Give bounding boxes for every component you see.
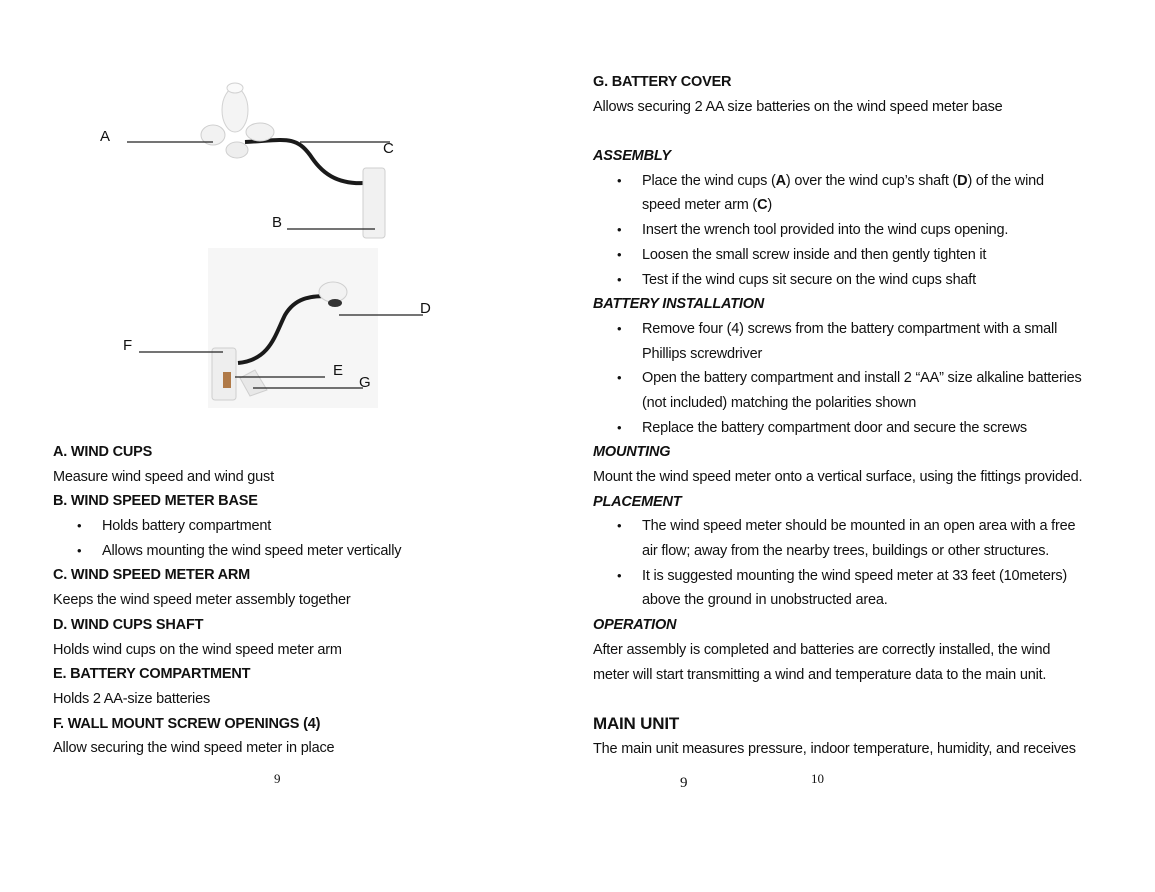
section-text-operation: meter will start transmitting a wind and temperature data to the main unit. bbox=[593, 666, 1047, 683]
instructions bbox=[593, 70, 1083, 761]
bottom-view-illustration bbox=[208, 248, 378, 408]
list-item: • Place the wind cups (A) over the wind cup’s shaft (D) of the wind bbox=[593, 169, 1083, 194]
label-e: E bbox=[333, 362, 344, 379]
list-item: • Remove four (4) screws from the battery compartment with a small bbox=[593, 317, 1083, 342]
section-heading-operation: OPERATION bbox=[593, 617, 677, 634]
label-g: G bbox=[359, 374, 371, 391]
wind-meter-illustration bbox=[95, 70, 445, 415]
list-item-continuation: speed meter arm (C) bbox=[642, 197, 772, 214]
list-item-continuation: air flow; away from the nearby trees, buildings or other structures. bbox=[642, 543, 1050, 560]
list-item-continuation: (not included) matching the polarities shown bbox=[642, 394, 917, 411]
section-heading-shaft: D. WIND CUPS SHAFT bbox=[53, 616, 204, 633]
section-heading-battery-compartment: E. BATTERY COMPARTMENT bbox=[53, 666, 251, 683]
list-item: • Allows mounting the wind speed meter vertically bbox=[53, 539, 523, 564]
list-item-continuation: Phillips screwdriver bbox=[642, 345, 763, 362]
section-text-wind-cups: Measure wind speed and wind gust bbox=[53, 468, 274, 485]
section-text-main-unit: The main unit measures pressure, indoor temperature, humidity, and receives bbox=[593, 740, 1076, 757]
section-heading-assembly: ASSEMBLY bbox=[593, 148, 671, 165]
list-item: • Loosen the small screw inside and then gently tighten it bbox=[593, 243, 1083, 268]
list-item: • Open the battery compartment and install 2 “AA” size alkaline batteries bbox=[593, 366, 1083, 391]
section-text-screw-openings: Allow securing the wind speed meter in place bbox=[53, 740, 335, 757]
list-item: • It is suggested mounting the wind speed meter at 33 feet (10meters) bbox=[593, 564, 1083, 589]
section-heading-wind-cups: A. WIND CUPS bbox=[53, 444, 153, 460]
list-item: • The wind speed meter should be mounted in an open area with a free bbox=[593, 514, 1083, 539]
label-b: B bbox=[272, 214, 283, 231]
section-text-shaft: Holds wind cups on the wind speed meter arm bbox=[53, 641, 342, 658]
section-heading-main-unit: MAIN UNIT bbox=[593, 713, 680, 733]
list-item: • Holds battery compartment bbox=[53, 514, 523, 539]
page-number-right-b: 10 bbox=[811, 771, 824, 786]
label-c: C bbox=[383, 140, 394, 157]
section-text-mounting: Mount the wind speed meter onto a vertical surface, using the fittings provided. bbox=[593, 469, 1083, 485]
label-f: F bbox=[123, 337, 133, 354]
wind-meter-diagram bbox=[95, 70, 445, 415]
parts-list bbox=[53, 440, 523, 761]
label-a: A bbox=[100, 128, 111, 145]
section-heading-arm: C. WIND SPEED METER ARM bbox=[53, 567, 251, 584]
section-text-operation: After assembly is completed and batteries are correctly installed, the wind bbox=[593, 641, 1051, 658]
list-item: • Replace the battery compartment door and secure the screws bbox=[593, 416, 1083, 441]
section-heading-placement: PLACEMENT bbox=[593, 493, 682, 510]
section-heading-battery-cover: G. BATTERY COVER bbox=[593, 74, 732, 90]
section-text-arm: Keeps the wind speed meter assembly together bbox=[53, 592, 351, 609]
list-item-continuation: above the ground in unobstructed area. bbox=[642, 592, 888, 609]
section-text-battery-compartment: Holds 2 AA-size batteries bbox=[53, 690, 210, 707]
section-heading-base: B. WIND SPEED METER BASE bbox=[53, 493, 258, 510]
section-text-battery-cover: Allows securing 2 AA size batteries on the wind speed meter base bbox=[593, 98, 1003, 115]
list-item: • Insert the wrench tool provided into the wind cups opening. bbox=[593, 218, 1083, 243]
section-heading-mounting: MOUNTING bbox=[593, 444, 671, 461]
page-number-right-a: 9 bbox=[680, 775, 688, 791]
page-number-left: 9 bbox=[274, 771, 281, 786]
top-view-illustration bbox=[201, 83, 385, 238]
section-heading-battery-installation: BATTERY INSTALLATION bbox=[593, 296, 765, 313]
label-d: D bbox=[420, 300, 431, 317]
section-heading-screw-openings: F. WALL MOUNT SCREW OPENINGS (4) bbox=[53, 715, 321, 732]
list-item: • Test if the wind cups sit secure on the wind cups shaft bbox=[593, 268, 1083, 293]
